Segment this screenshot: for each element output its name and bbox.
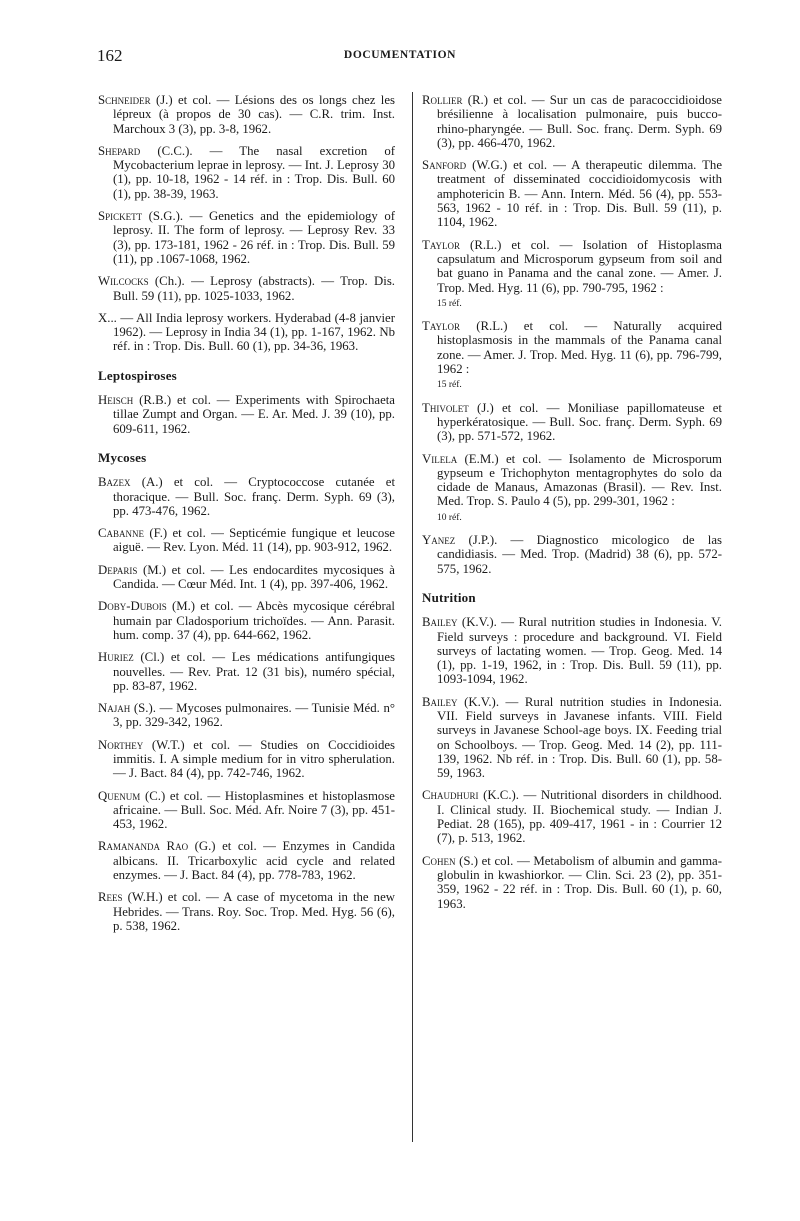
reference-author: Bailey [422, 694, 458, 709]
left-column [98, 93, 395, 941]
reference-entry [422, 238, 722, 311]
reference-text: (R.L.) et col. — Naturally acquired histoplasmosis in the mammals of the Panama canal zone. — Amer. J. Trop. Med. Hyg. 11 (6), pp. 796-799, 1962 : [437, 319, 722, 377]
reference-author: Heisch [98, 393, 134, 408]
reference-count: 15 réf. [437, 380, 462, 391]
section-heading: Mycoses [98, 449, 147, 465]
column-divider [412, 92, 413, 1142]
reference-author: Vilela [422, 451, 458, 466]
reference-entry [98, 274, 395, 303]
reference-text: (R.L.) et col. — Isolation of Histoplasma capsulatum and Microsporum gypseum from soil and bat guano in Panama and the canal zone. — Amer. J. Trop. Med. Hyg. 11 (6), pp. 790-795, 1962 : [437, 237, 722, 295]
reference-text: (C.) et col. — Histoplasmines et histoplasmose africaine. — Bull. Soc. Méd. Afr. Noire 7 (3), pp. 451-453, 1962. [113, 788, 395, 832]
reference-author: Wilcocks [98, 274, 149, 289]
reference-entry [98, 650, 395, 693]
reference-entry [98, 209, 395, 266]
reference-author: Spickett [98, 209, 143, 224]
reference-entry [422, 158, 722, 229]
reference-text: (J.) et col. — Lésions des os longs chez les lépreux (à propos de 30 cas). — C.R. trim. Inst. Marchoux 3 (3), pp. 3-8, 1962. [113, 93, 395, 136]
reference-author: Najah [98, 701, 131, 716]
reference-author: Shepard [98, 143, 141, 158]
reference-author: Deparis [98, 562, 138, 577]
reference-text: (Cl.) et col. — Les médications antifungiques nouvelles. — Rev. Prat. 12 (31 bis), numéro spécial, pp. 83-87, 1962. [113, 650, 395, 693]
reference-text: (R.B.) et col. — Experiments with Spirochaeta tillae Zumpt and Organ. — E. Ar. Med. J. 39 (10), pp. 609-611, 1962. [113, 393, 395, 436]
right-column [422, 93, 722, 919]
reference-entry [98, 144, 395, 201]
page-number: 162 [97, 46, 123, 65]
reference-entry [98, 701, 395, 730]
reference-author: Quenum [98, 788, 141, 803]
reference-author: Cabanne [98, 526, 145, 541]
reference-text: (Ch.). — Leprosy (abstracts). — Trop. Dis. Bull. 59 (11), pp. 1025-1033, 1962. [113, 274, 395, 303]
reference-author: Ramananda Rao [98, 839, 189, 854]
section-heading: Leptospiroses [98, 367, 177, 383]
reference-text: (W.G.) et col. — A therapeutic dilemma. The treatment of disseminated coccidioidomycosis with amphotericin B. — Ann. Intern. Méd. 56 (4), pp. 553-563, 1962 - 10 réf. in : Trop. Dis. Bull. 59 (11), p. 1104, 1962. [437, 158, 722, 230]
reference-entry [422, 533, 722, 576]
reference-author: Taylor [422, 319, 460, 334]
reference-text: (W.H.) et col. — A case of mycetoma in the new Hebrides. — Trans. Roy. Soc. Trop. Med. Hyg. 56 (6), p. 538, 1962. [113, 890, 395, 933]
reference-entry [98, 789, 395, 832]
reference-entry [422, 93, 722, 150]
reference-entry [98, 526, 395, 555]
reference-author: Doby-Dubois [98, 599, 167, 614]
reference-text: (A.) et col. — Cryptococcose cutanée et thoracique. — Bull. Soc. franç. Derm. Syph. 69 (3), pp. 473-476, 1962. [113, 475, 395, 518]
reference-entry [422, 319, 722, 392]
reference-entry [422, 615, 722, 686]
reference-author: Thivolet [422, 400, 469, 415]
reference-count: 15 réf. [437, 298, 462, 309]
reference-author: Rollier [422, 93, 463, 107]
reference-author: Chaudhuri [422, 788, 479, 803]
reference-author: Northey [98, 737, 144, 752]
reference-text: (J.P.). — Diagnostico micologico de las candidiasis. — Med. Trop. (Madrid) 38 (6), pp. 572-575, 1962. [437, 533, 722, 576]
reference-entry [98, 599, 395, 642]
reference-entry [422, 854, 722, 911]
reference-entry [98, 93, 395, 136]
reference-text: (K.C.). — Nutritional disorders in childhood. I. Clinical study. II. Biochemical study. — Indian J. Pediat. 28 (165), pp. 409-417, 1961 - in : Courrier 12 (7), p. 513, 1962. [437, 788, 722, 846]
reference-entry [98, 890, 395, 933]
reference-author: Yanez [422, 533, 456, 548]
reference-entry [422, 401, 722, 444]
reference-text: X... — All India leprosy workers. Hyderabad (4-8 janvier 1962). — Leprosy in India 34 (1), pp. 1-167, 1962. Nb réf. in : Trop. Dis. Bull. 60 (1), pp. 34-36, 1963. [98, 310, 395, 354]
reference-author: Huriez [98, 650, 134, 665]
reference-text: (S.). — Mycoses pulmonaires. — Tunisie Méd. n° 3, pp. 329-342, 1962. [113, 701, 395, 730]
reference-text: (S.) et col. — Metabolism of albumin and gamma-globulin in kwashiorkor. — Clin. Sci. 23 (2), pp. 351-359, 1962 - 22 réf. in : Trop. Dis. Bull. 60 (1), p. 60, 1963. [437, 853, 722, 911]
reference-text: (R.) et col. — Sur un cas de paracoccidioidose brésilienne à localisation pulmonaire, puis bucco-rhino-pharyngée. — Bull. Soc. franç. Derm. Syph. 69 (3), pp. 466-470, 1962. [437, 93, 722, 150]
reference-author: Cohen [422, 853, 456, 868]
reference-entry [98, 738, 395, 781]
reference-entry [422, 452, 722, 525]
reference-author: Schneider [98, 93, 151, 107]
reference-text: (M.) et col. — Abcès mycosique cérébral humain par Cladosporium trichoïdes. — Ann. Parasit. hum. comp. 37 (4), pp. 644-662, 1962. [113, 599, 395, 642]
reference-text: (J.) et col. — Moniliase papillomateuse et hyperkératosique. — Bull. Soc. franç. Derm. Syph. 69 (3), pp. 571-572, 1962. [437, 400, 722, 444]
reference-entry [98, 393, 395, 436]
reference-entry [422, 788, 722, 845]
reference-author: Rees [98, 890, 123, 905]
reference-text: (S.G.). — Genetics and the epidemiology of leprosy. II. The form of leprosy. — Leprosy Rev. 33 (3), pp. 173-181, 1962 - 26 réf. in : Trop. Dis. Bull. 59 (11), pp .1067-1068, 1962. [113, 209, 395, 266]
reference-author: Sanford [422, 158, 467, 173]
reference-entry [98, 839, 395, 882]
reference-text: (M.) et col. — Les endocardites mycosiques à Candida. — Cœur Méd. Int. 1 (4), pp. 397-406, 1962. [113, 562, 395, 592]
reference-count: 10 réf. [437, 512, 462, 523]
section-heading: Nutrition [422, 589, 476, 605]
reference-text: (G.) et col. — Enzymes in Candida albicans. II. Tricarboxylic acid cycle and related enzymes. — J. Bact. 84 (4), pp. 778-783, 1962. [113, 839, 395, 883]
reference-text: (E.M.) et col. — Isolamento de Microsporum gypseum e Trichophyton mentagrophytes do solo da cidade de Manaus, Amazonas (Brasil). — Rev. Inst. Med. Trop. S. Paulo 4 (5), pp. 299-301, 1962 : [437, 451, 722, 509]
reference-author: Taylor [422, 237, 460, 252]
reference-text: (C.C.). — The nasal excretion of Mycobacterium leprae in leprosy. — Int. J. Leprosy 30 (1), pp. 10-18, 1962 - 14 réf. in : Trop. Dis. Bull. 60 (1), pp. 38-39, 1963. [113, 143, 395, 201]
reference-entry [98, 563, 395, 592]
page-header [97, 46, 703, 70]
reference-entry [98, 475, 395, 518]
reference-text: (K.V.). — Rural nutrition studies in Indonesia. VII. Field surveys in Javanese infants. VIII. Field surveys in Javanese School-age boys. IX. Feeding trial on Schoolboys. — Trop. Geog. Med. 14 (2), pp. 111-139, 1962. Nb réf. in : Trop. Dis. Bull. 60 (1), pp. 58-59, 1963. [437, 694, 722, 781]
reference-author: Bailey [422, 615, 458, 630]
reference-text: (F.) et col. — Septicémie fungique et leucose aiguë. — Rev. Lyon. Méd. 11 (14), pp. 903-912, 1962. [113, 526, 395, 555]
reference-author: Bazex [98, 475, 131, 490]
reference-entry [422, 695, 722, 781]
running-title: DOCUMENTATION [343, 49, 457, 61]
reference-text: (K.V.). — Rural nutrition studies in Indonesia. V. Field surveys : procedure and background. VI. Field surveys of lactating women. — Trop. Geog. Med. 14 (1), pp. 1-19, 1962, in : Trop. Dis. Bull. 59 (11), pp. 1093-1094, 1962. [437, 615, 722, 687]
reference-text: (W.T.) et col. — Studies on Coccidioides immitis. I. A simple medium for in vitro spherulation. — J. Bact. 84 (4), pp. 742-746, 1962. [113, 737, 395, 781]
reference-entry [98, 311, 395, 354]
